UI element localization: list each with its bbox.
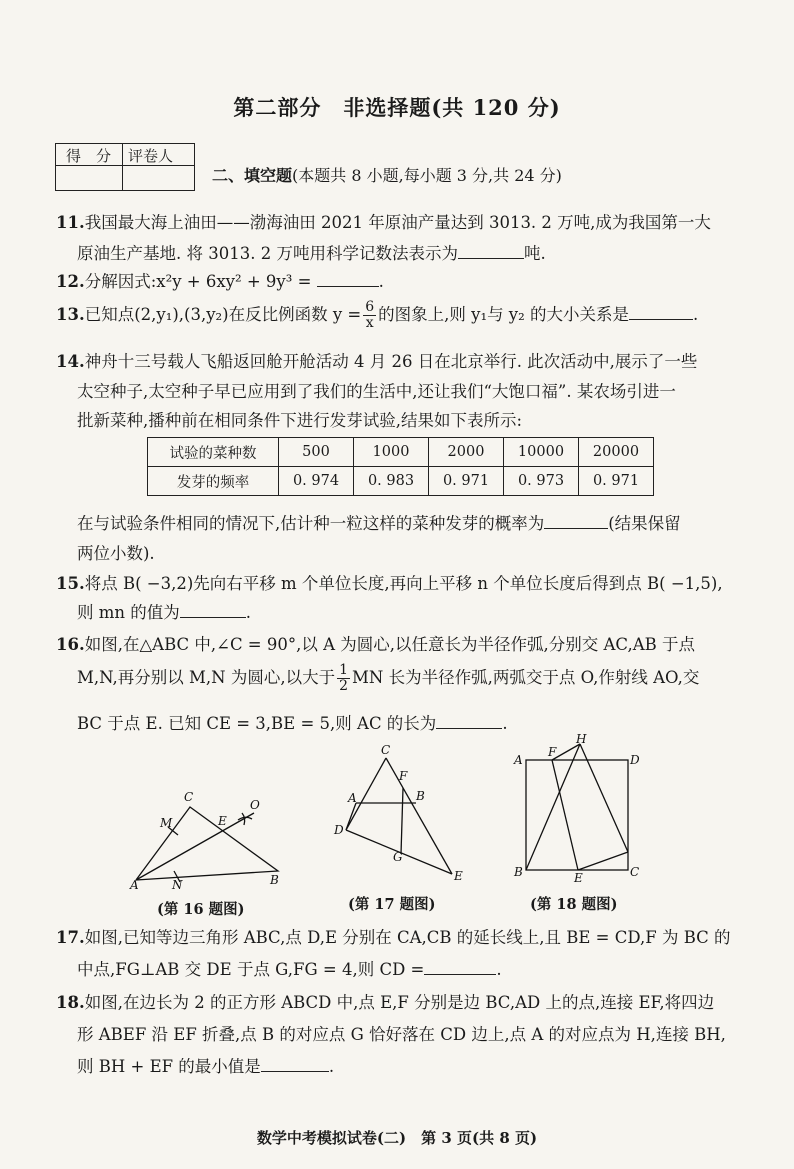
score-box bbox=[55, 143, 195, 191]
q12-number: 12. bbox=[56, 272, 85, 291]
fig18-label: C bbox=[630, 865, 640, 879]
table-cell: 0. 971 bbox=[429, 467, 504, 496]
table-cell: 0. 973 bbox=[504, 467, 579, 496]
table-cell: 0. 971 bbox=[579, 467, 654, 496]
q14-text4: 在与试验条件相同的情况下,估计种一粒这样的菜种发芽的概率为 bbox=[77, 514, 545, 533]
fig18-label: B bbox=[514, 865, 523, 879]
fig16-label: C bbox=[184, 790, 194, 804]
q17-answer-blank[interactable] bbox=[424, 960, 496, 975]
q13-line bbox=[56, 300, 698, 331]
table-cell: 2000 bbox=[429, 438, 504, 467]
table-cell: 10000 bbox=[504, 438, 579, 467]
q15-end: . bbox=[245, 603, 252, 622]
fig17-label: A bbox=[348, 791, 357, 805]
fig18-label: E bbox=[574, 871, 583, 884]
fig17-label: C bbox=[381, 743, 391, 757]
q16-text2a: M,N,再分别以 M,N 为圆心,以大于 bbox=[77, 668, 336, 687]
q16-end: . bbox=[502, 714, 508, 733]
q11-answer-blank[interactable] bbox=[458, 244, 524, 259]
part-title: 第二部分 非选择题(共 120 分) bbox=[233, 95, 561, 120]
table-row bbox=[148, 438, 654, 467]
grader-label: 评卷人 bbox=[128, 147, 174, 165]
table-cell: 20000 bbox=[579, 438, 654, 467]
q14-line2: 太空种子,太空种子早已应用到了我们的生活中,还让我们“大饱口福”. 某农场引进一 bbox=[77, 382, 676, 401]
germination-table bbox=[147, 437, 654, 496]
q18-end: . bbox=[328, 1057, 335, 1076]
q13-fraction bbox=[363, 300, 376, 331]
q15-text2: 则 mn 的值为 bbox=[77, 603, 180, 622]
q18-number: 18. bbox=[56, 993, 85, 1012]
q14-line5: 两位小数). bbox=[77, 544, 155, 563]
q17-text1: 如图,已知等边三角形 ABC,点 D,E 分别在 CA,CB 的延长线上,且 BE = CD,F 为 BC 的 bbox=[84, 928, 731, 947]
q16-fraction bbox=[337, 663, 350, 694]
q11-text2: 原油生产基地. 将 3013. 2 万吨用科学记数法表示为 bbox=[77, 244, 458, 263]
figure-16 bbox=[128, 785, 288, 890]
q14-answer-blank[interactable] bbox=[544, 514, 608, 529]
fig17-label: D bbox=[334, 823, 344, 837]
table-header-seeds: 试验的菜种数 bbox=[148, 438, 279, 467]
q15-line1 bbox=[56, 570, 723, 594]
fig17-label: B bbox=[416, 789, 425, 803]
fig17-label: E bbox=[454, 869, 463, 883]
fig16-label: N bbox=[172, 878, 183, 890]
fig18-label: A bbox=[514, 753, 523, 767]
fig17-caption: (第 17 题图) bbox=[348, 896, 436, 913]
q16-text1: 如图,在△ABC 中,∠C = 90°,以 A 为圆心,以任意长为半径作弧,分别交 AC,AB 于点 bbox=[84, 635, 695, 654]
fig16-label: E bbox=[218, 814, 227, 828]
fig16-label: A bbox=[130, 878, 139, 890]
table-cell: 500 bbox=[279, 438, 354, 467]
q13-frac-den: x bbox=[365, 315, 374, 331]
q17-line2 bbox=[77, 956, 502, 980]
q14-line3: 批新菜种,播种前在相同条件下进行发芽试验,结果如下表所示: bbox=[77, 411, 523, 430]
q14-note: (结果保留 bbox=[608, 514, 681, 533]
fig16-label: M bbox=[160, 816, 173, 830]
fig16-label: B bbox=[270, 873, 279, 887]
q18-text3: 则 BH + EF 的最小值是 bbox=[77, 1057, 261, 1076]
q14-line4 bbox=[77, 510, 681, 534]
q13-frac-num: 6 bbox=[365, 299, 375, 315]
fig17-label: F bbox=[399, 769, 408, 783]
q11-number: 11. bbox=[56, 213, 85, 232]
q16-number: 16. bbox=[56, 635, 85, 654]
q17-line1 bbox=[56, 924, 731, 948]
q16-frac-den: 2 bbox=[339, 678, 349, 694]
q18-line1 bbox=[56, 989, 714, 1013]
q16-line3 bbox=[77, 710, 508, 734]
q12-end: . bbox=[378, 272, 384, 291]
table-cell: 1000 bbox=[354, 438, 429, 467]
q11-line2 bbox=[77, 240, 546, 264]
q17-end: . bbox=[496, 960, 502, 979]
q14-text1: 神舟十三号载人飞船返回舱开舱活动 4 月 26 日在北京举行. 此次活动中,展示了一些 bbox=[84, 352, 698, 371]
q16-frac-num: 1 bbox=[339, 662, 349, 678]
figure-16-labels bbox=[129, 790, 279, 890]
q16-line2 bbox=[77, 663, 699, 694]
q18-line3 bbox=[77, 1053, 334, 1077]
page-footer: 数学中考模拟试卷(二) 第 3 页(共 8 页) bbox=[256, 1129, 538, 1147]
q16-text2b: MN 长为半径作弧,两弧交于点 O,作射线 AO,交 bbox=[352, 668, 700, 687]
q16-answer-blank[interactable] bbox=[436, 714, 502, 729]
table-cell: 0. 974 bbox=[279, 467, 354, 496]
fig18-label: H bbox=[576, 734, 587, 746]
q16-text3: BC 于点 E. 已知 CE = 3,BE = 5,则 AC 的长为 bbox=[77, 714, 437, 733]
q11-unit: 吨. bbox=[523, 244, 546, 263]
table-cell: 0. 983 bbox=[354, 467, 429, 496]
q13-text-b: 的图象上,则 y₁与 y₂ 的大小关系是 bbox=[378, 305, 629, 324]
table-row bbox=[148, 467, 654, 496]
q17-text2: 中点,FG⊥AB 交 DE 于点 G,FG = 4,则 CD = bbox=[77, 960, 425, 979]
q12-text: 分解因式:x²y + 6xy² + 9y³ = bbox=[84, 272, 312, 291]
fig16-label: O bbox=[250, 798, 260, 812]
fig18-caption: (第 18 题图) bbox=[530, 896, 618, 913]
q15-number: 15. bbox=[56, 574, 85, 593]
q14-line1 bbox=[56, 348, 697, 372]
q11-text: 我国最大海上油田——渤海油田 2021 年原油产量达到 3013. 2 万吨,成为我国第一大 bbox=[84, 213, 711, 232]
figure-17 bbox=[330, 742, 470, 884]
q16-line1 bbox=[56, 631, 695, 655]
q12-line bbox=[56, 268, 384, 292]
q18-line2: 形 ABEF 沿 EF 折叠,点 B 的对应点 G 恰好落在 CD 边上,点 A 的对应点为 H,连接 BH, bbox=[77, 1025, 726, 1044]
fig17-label: G bbox=[393, 850, 403, 864]
q18-answer-blank[interactable] bbox=[261, 1057, 329, 1072]
q18-text1: 如图,在边长为 2 的正方形 ABCD 中,点 E,F 分别是边 BC,AD 上的点,连接 EF,将四边 bbox=[84, 993, 715, 1012]
figure-18 bbox=[508, 734, 640, 884]
q12-answer-blank[interactable] bbox=[317, 272, 379, 287]
q11-line1 bbox=[56, 209, 711, 233]
q15-answer-blank[interactable] bbox=[180, 603, 246, 618]
q13-text-a: 已知点(2,y₁),(3,y₂)在反比例函数 y = bbox=[84, 305, 362, 324]
fig18-label: D bbox=[630, 753, 640, 767]
q14-number: 14. bbox=[56, 352, 85, 371]
score-label: 得 分 bbox=[66, 147, 112, 165]
section-heading bbox=[212, 163, 562, 186]
section-label: 二、填空题 bbox=[212, 166, 293, 185]
q15-line2 bbox=[77, 599, 251, 623]
q13-number: 13. bbox=[56, 305, 85, 324]
fig16-caption: (第 16 题图) bbox=[157, 901, 245, 918]
q13-end: . bbox=[693, 305, 699, 324]
section-note: (本题共 8 小题,每小题 3 分,共 24 分) bbox=[292, 166, 562, 185]
q13-answer-blank[interactable] bbox=[629, 305, 693, 320]
fig18-label: F bbox=[548, 745, 557, 759]
q15-text1: 将点 B( −3,2)先向右平移 m 个单位长度,再向上平移 n 个单位长度后得到点 B( −1,5), bbox=[84, 574, 723, 593]
table-header-frequency: 发芽的频率 bbox=[148, 467, 279, 496]
q17-number: 17. bbox=[56, 928, 85, 947]
